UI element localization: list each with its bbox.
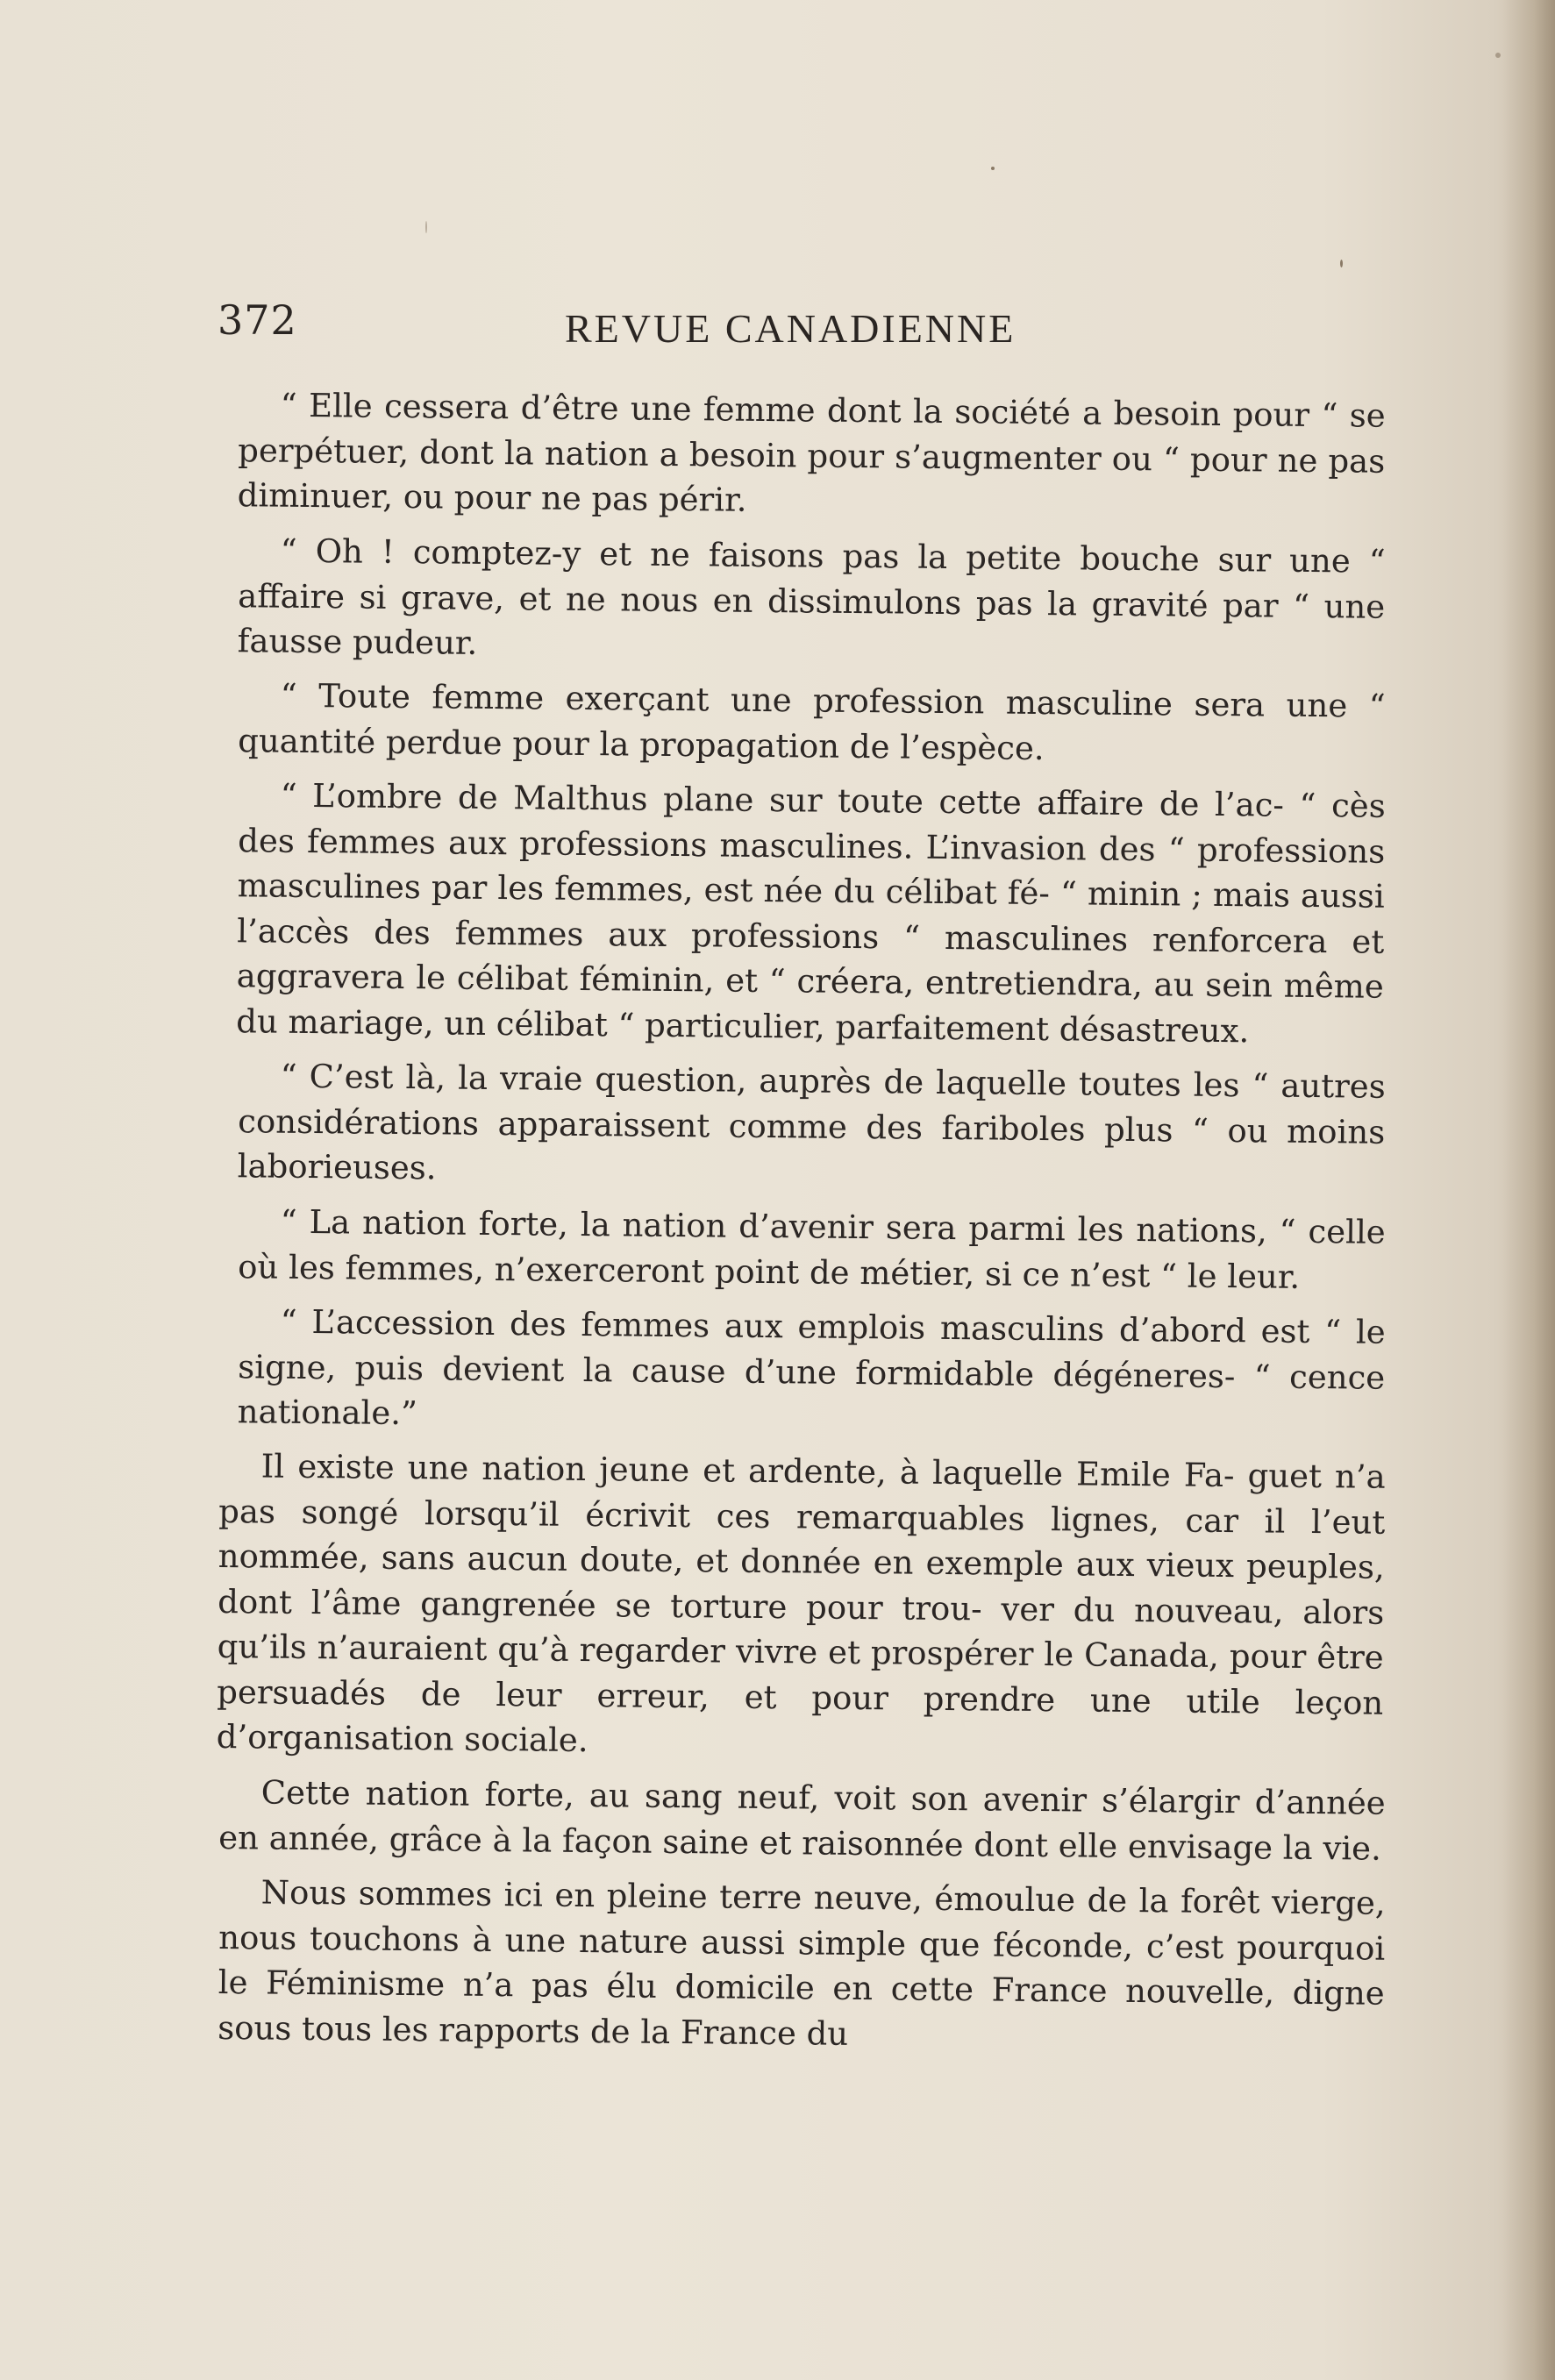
- body-paragraph: Il existe une nation jeune et ardente, à laquelle Emile Fa- guet n’a pas songé lorsqu’il écrivit ces remarquables lignes, car il l’eut nommée, sans aucun doute, et donnée en exemple aux vieux peuples, dont l’âme gangrenée se torture pour trou- ver du nouveau, alors qu’ils n’auraient qu’à regarder vivre et prospérer le Canada, pour être persuadés de leur erreur, et pour prendre une utile leçon d’organisation sociale.: [216, 1447, 1386, 1760]
- paper-speck: [425, 221, 427, 233]
- paper-speck: [991, 167, 995, 170]
- quote-paragraph: “ L’accession des femmes aux emplois masculins d’abord est “ le signe, puis devient la cause d’une formidable dégéneres- “ cence nationale.”: [237, 1302, 1386, 1432]
- running-head: [218, 289, 1358, 360]
- quote-paragraph: “ Toute femme exerçant une profession masculine sera une “ quantité perdue pour la propagation de l’espèce.: [238, 676, 1386, 767]
- page-edge-shadow: [1502, 0, 1555, 2380]
- quote-paragraph: “ C’est là, la vraie question, auprès de laquelle toutes les “ autres considérations apparaissent comme des fariboles plus “ ou moins laborieuses.: [237, 1057, 1386, 1187]
- paper-speck: [1495, 53, 1501, 58]
- quote-paragraph: “ Oh ! comptez-y et ne faisons pas la petite bouche sur une “ affaire si grave, et ne nous en dissimulons pas la gravité par “ une fausse pudeur.: [237, 531, 1386, 662]
- quote-paragraph: “ La nation forte, la nation d’avenir sera parmi les nations, “ celle où les femmes, n’exerceront point de métier, si ce n’est “ le leur.: [238, 1202, 1386, 1295]
- quote-paragraph: “ Elle cessera d’être une femme dont la société a besoin pour “ se perpétuer, dont la nation a besoin pour s’augmenter ou “ pour ne pas diminuer, ou pour ne pas périr.: [237, 386, 1386, 519]
- body-paragraph: Nous sommes ici en pleine terre neuve, émoulue de la forêt vierge, nous touchons à une nature aussi simple que féconde, c’est pourquoi le Féminisme n’a pas élu domicile en cette France nouvelle, digne sous tous les rapports de la France du: [218, 1872, 1386, 2052]
- paper-speck: [1340, 260, 1343, 267]
- body-paragraph: Cette nation forte, au sang neuf, voit son avenir s’élargir d’année en année, grâce à la façon saine et raisonnée dont elle envisage la vie.: [218, 1772, 1386, 1867]
- quote-paragraph: “ L’ombre de Malthus plane sur toute cette affaire de l’ac- “ cès des femmes aux professions masculines. L’invasion des “ professions masculines par les femmes, est née du célibat fé- “ minin ; mais aussi l’accès des femmes aux professions “ masculines renforcera et aggravera le célibat féminin, et “ créera, entretiendra, au sein même du mariage, un célibat “ particulier, parfaitement désastreux.: [236, 776, 1386, 1050]
- journal-title: REVUE CANADIENNE: [565, 306, 1016, 351]
- page-number: 372: [218, 296, 297, 344]
- body-text: [216, 382, 1386, 2060]
